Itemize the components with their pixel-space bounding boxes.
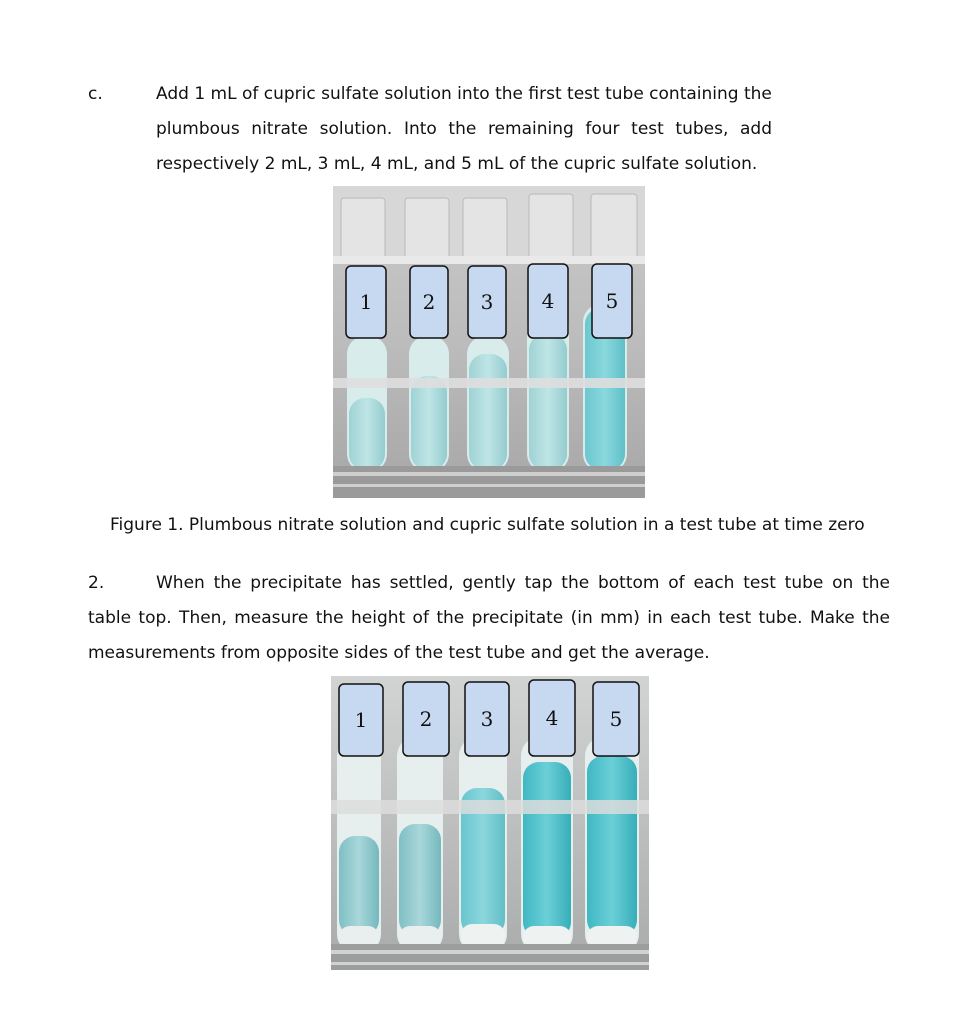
step-c-line-2: plumbous nitrate solution. Into the remaining four test tubes, add [156, 119, 772, 139]
tube-label-number: 5 [605, 289, 619, 313]
tube-label-card [592, 264, 632, 338]
tube-label-card [339, 684, 383, 756]
tube-label-card [410, 266, 448, 338]
step-2-label: 2. [88, 573, 105, 593]
tube-label-number: 5 [609, 707, 623, 731]
step-2-line-2: table top. Then, measure the height of the precipitate (in mm) in each test tube. Make the [88, 608, 890, 628]
tube-label-number: 3 [480, 290, 494, 314]
tube-label-number: 2 [422, 290, 436, 314]
tube-label-card [593, 682, 639, 756]
tube-label-card [403, 682, 449, 756]
step-c-line-3: respectively 2 mL, 3 mL, 4 mL, and 5 mL of the cupric sulfate solution. [156, 154, 758, 174]
figure-1-caption: Figure 1. Plumbous nitrate solution and cupric sulfate solution in a test tube at time zero [110, 515, 865, 535]
tube-label-number: 1 [354, 708, 368, 732]
tube-label-number: 4 [541, 289, 555, 313]
tube-label-number: 4 [545, 706, 559, 730]
tube-label-number: 3 [480, 707, 494, 731]
tube-label-card [528, 264, 568, 338]
step-2-line-3: measurements from opposite sides of the test tube and get the average. [88, 643, 710, 663]
figure-1-photo [333, 186, 645, 498]
tube-label-number: 1 [359, 290, 373, 314]
tube-label-card [346, 266, 386, 338]
tube-label-card [465, 682, 509, 756]
step-c-line-1: Add 1 mL of cupric sulfate solution into the first test tube containing the [156, 84, 772, 104]
step-c-label: c. [88, 84, 103, 104]
tube-label-card [468, 266, 506, 338]
tube-label-card [529, 680, 575, 756]
tube-label-number: 2 [419, 707, 433, 731]
figure-2-photo [331, 676, 649, 970]
step-2-line-1: When the precipitate has settled, gently tap the bottom of each test tube on the [156, 573, 890, 593]
